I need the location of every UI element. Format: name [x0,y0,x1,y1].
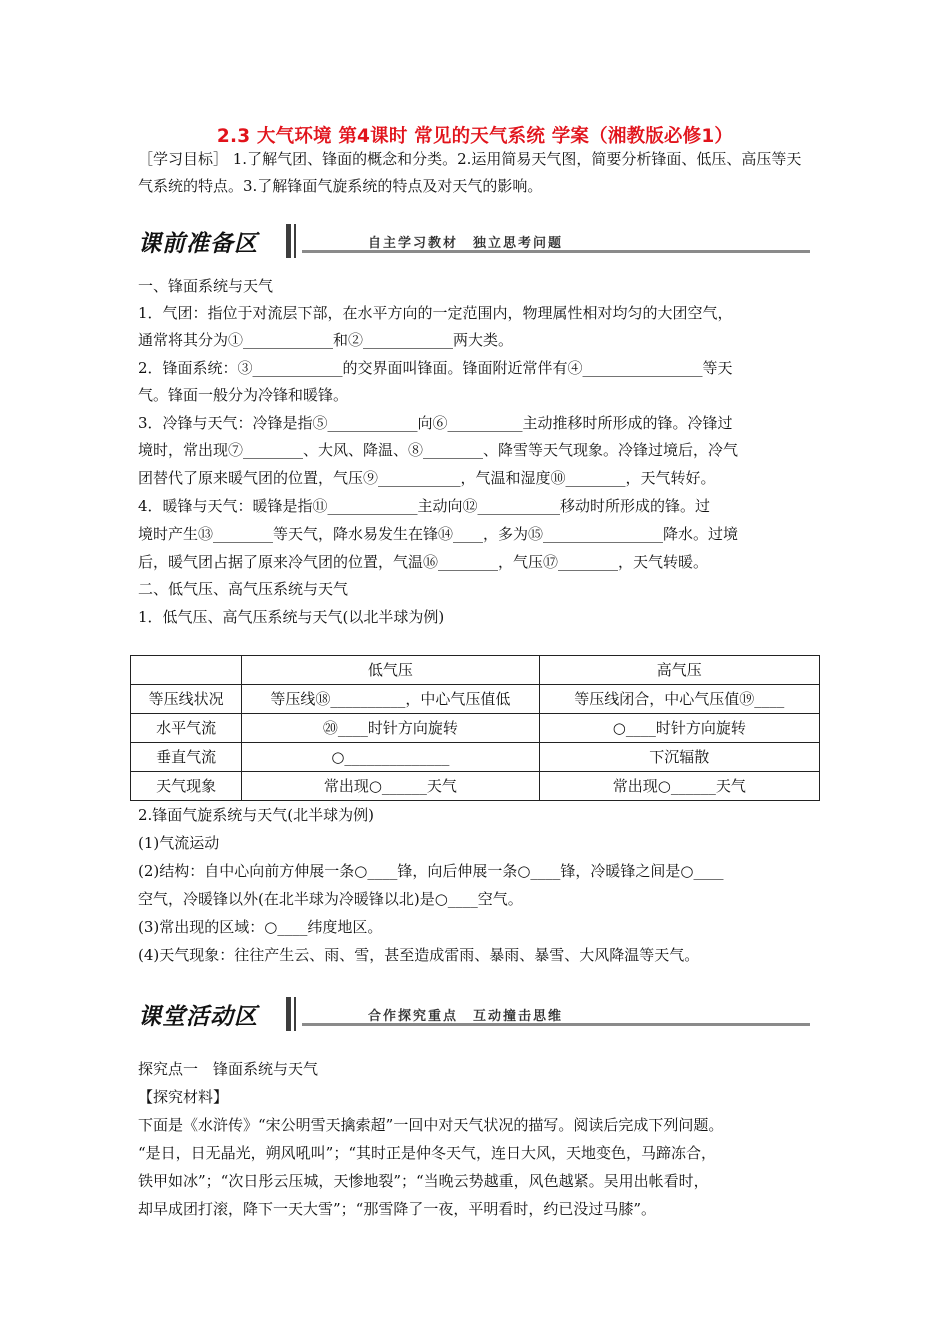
table-header-cell: 高气压 [539,656,819,685]
banner-divider [286,224,291,258]
table-cell: 等压线状况 [131,685,242,714]
text-line: (1)气流运动 [138,834,220,852]
text-line: 铁甲如冰”；“次日彤云压城，天惨地裂”；“当晚云势越重，风色越紧。吴用出帐看时， [138,1172,709,1190]
section-banner-prep [138,222,810,262]
section-heading: 一、锋面系统与天气 [138,277,274,295]
text-line: 却早成团打滚，降下一天大雪”；“那雪降了一夜，平明看时，约已没过马膝”。 [138,1200,657,1218]
table-cell: 常出现○______天气 [242,772,539,801]
table-row [131,714,820,743]
table-cell: 天气现象 [131,772,242,801]
section-heading: 二、低气压、高气压系统与天气 [138,580,349,598]
text-line: (4)天气现象：往往产生云、雨、雪，甚至造成雷雨、暴雨、暴雪、大风降温等天气。 [138,946,700,964]
table-cell: 等压线⑱__________，中心气压值低 [242,685,539,714]
text-line: 4．暖锋与天气：暖锋是指⑪____________主动向⑫___________移动时所形成的锋。过 [138,497,711,515]
inquiry-point-heading: 探究点一 锋面系统与天气 [138,1060,319,1078]
text-line: (2)结构：自中心向前方伸展一条○____锋，向后伸展一条○____锋，冷暖锋之间是○____ [138,862,724,880]
text-line: (3)常出现的区域：○____纬度地区。 [138,918,383,936]
text-line: “是日，日无晶光，朔风吼叫”；“其时正是仲冬天气，连日大风，天地变色，马蹄冻合， [138,1144,717,1162]
text-line: 1．低气压、高气压系统与天气(以北半球为例) [138,608,445,626]
banner-divider-thin [294,224,296,258]
table-row [131,685,820,714]
section-banner-class [138,995,810,1035]
table-cell: 水平气流 [131,714,242,743]
pressure-system-table [130,655,820,801]
text-line: 3．冷锋与天气：冷锋是指⑤____________向⑥__________主动推移时所形成的锋。冷锋过 [138,414,733,432]
text-line: 气。锋面一般分为冷锋和暖锋。 [138,386,349,404]
table-cell: ○____时针方向旋转 [539,714,819,743]
table-row [131,743,820,772]
text-line: 下面是《水浒传》“宋公明雪天擒索超”一回中对天气状况的描写。阅读后完成下列问题。 [138,1116,724,1134]
table-cell: 垂直气流 [131,743,242,772]
table-header-cell: 低气压 [242,656,539,685]
table-cell: ⑳____时针方向旋转 [242,714,539,743]
document-title: 2.3 大气环境 第4课时 常见的天气系统 学案（湘教版必修1） [216,126,734,147]
text-line: 2.锋面气旋系统与天气(北半球为例) [138,806,375,824]
table-row [131,772,820,801]
table-header-cell [131,656,242,685]
banner-divider-thin [294,997,296,1031]
banner-subtitle: 自主学习教材 独立思考问题 [368,236,564,251]
banner-tag: 课堂活动区 [138,1004,258,1030]
banner-divider [286,997,291,1031]
table-cell: ○______________ [242,743,539,772]
text-line: 境时，常出现⑦________、大风、降温、⑧________、降雪等天气现象。冷锋过境后，冷气 [138,441,739,459]
learning-goals: ［学习目标］ 1.了解气团、锋面的概念和分类。2.运用简易天气图，简要分析锋面、低压、高压等天气系统的特点。3.了解锋面气旋系统的特点及对天气的影响。 [138,150,802,195]
text-line: 境时产生⑬________等天气，降水易发生在锋⑭____，多为⑮________________降水。过境 [138,525,739,543]
material-heading: 【探究材料】 [138,1088,229,1106]
text-line: 后，暖气团占据了原来冷气团的位置，气温⑯________，气压⑰________，天气转暖。 [138,553,709,571]
table-cell: 等压线闭合，中心气压值⑲____ [539,685,819,714]
text-line: 1．气团：指位于对流层下部，在水平方向的一定范围内，物理属性相对均匀的大团空气， [138,304,733,322]
table-cell: 下沉辐散 [539,743,819,772]
text-line: 通常将其分为①____________和②____________两大类。 [138,331,514,349]
table-header-row [131,656,820,685]
table-cell: 常出现○______天气 [539,772,819,801]
text-line: 空气，冷暖锋以外(在北半球为冷暖锋以北)是○____空气。 [138,890,523,908]
text-line: 2．锋面系统：③____________的交界面叫锋面。锋面附近常伴有④________________等天 [138,359,733,377]
banner-tag: 课前准备区 [138,231,258,257]
text-line: 团替代了原来暖气团的位置，气压⑨___________，气温和湿度⑩________，天气转好。 [138,469,716,487]
banner-subtitle: 合作探究重点 互动撞击思维 [368,1009,564,1024]
